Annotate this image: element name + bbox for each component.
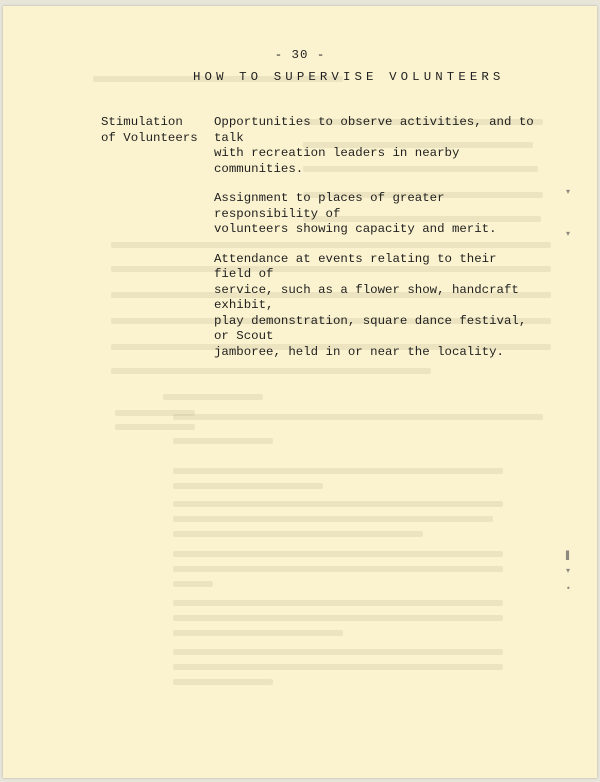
margin-mark: ▾	[566, 566, 571, 575]
page-number: - 30 -	[274, 48, 326, 62]
list-item: Assignment to places of greater responsibility of volunteers showing capacity and merit.	[214, 191, 497, 236]
margin-mark: ▾	[566, 187, 571, 196]
margin-mark: ▌	[566, 551, 573, 560]
section-content	[214, 115, 534, 374]
section-label: Stimulation of Volunteers	[101, 115, 198, 145]
margin-mark: •	[566, 584, 571, 593]
document-page	[3, 6, 597, 778]
list-item: Opportunities to observe activities, and to talk with recreation leaders in nearby communities.	[214, 115, 534, 176]
margin-mark: ▾	[566, 229, 571, 238]
page-title: HOW TO SUPERVISE VOLUNTEERS	[193, 70, 505, 84]
list-item: Attendance at events relating to their field of service, such as a flower show, handcraft exhibit, play demonstration, square dance festival, or Scout jamboree, held in or near the locality.	[214, 251, 527, 359]
